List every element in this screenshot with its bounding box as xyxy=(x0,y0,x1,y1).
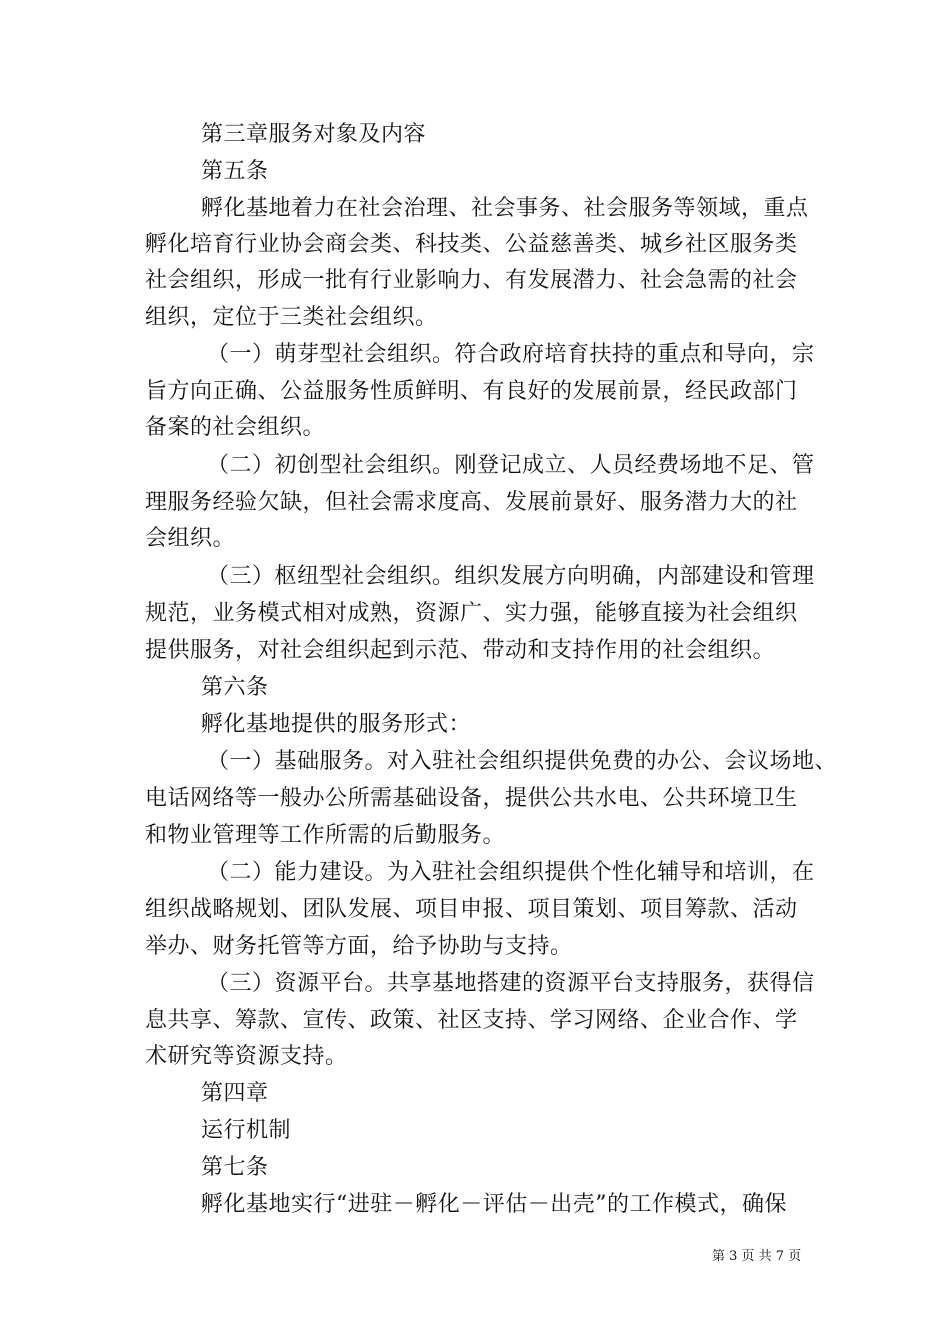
paragraph-line: 提供服务，对社会组织起到示范、带动和支持作用的社会组织。 xyxy=(145,638,776,663)
paragraph-line: 备案的社会组织。 xyxy=(145,415,326,440)
chapter-heading: 第四章 xyxy=(201,1081,269,1106)
paragraph-line: （三）资源平台。共享基地搭建的资源平台支持服务，获得信 xyxy=(207,971,815,996)
paragraph-line: 组织，定位于三类社会组织。 xyxy=(145,305,438,330)
paragraph-line: （一）基础服务。对入驻社会组织提供免费的办公、会议场地、 xyxy=(207,749,838,774)
paragraph-line: 息共享、筹款、宣传、政策、社区支持、学习网络、企业合作、学 xyxy=(145,1008,798,1033)
chapter-title: 运行机制 xyxy=(201,1118,292,1143)
paragraph-line: 和物业管理等工作所需的后勤服务。 xyxy=(145,823,506,848)
paragraph-line: （三）枢纽型社会组织。组织发展方向明确，内部建设和管理 xyxy=(207,564,815,589)
article-heading: 第五条 xyxy=(201,159,269,184)
paragraph-line: （一）萌芽型社会组织。符合政府培育扶持的重点和导向，宗 xyxy=(207,342,815,367)
paragraph-line: 孵化基地着力在社会治理、社会事务、社会服务等领域，重点 xyxy=(201,196,809,221)
paragraph-line: 孵化培育行业协会商会类、科技类、公益慈善类、城乡社区服务类 xyxy=(145,232,798,257)
paragraph-line: 规范，业务模式相对成熟，资源广、实力强，能够直接为社会组织 xyxy=(145,601,798,626)
paragraph-line: 孵化基地提供的服务形式： xyxy=(201,712,472,737)
paragraph-line: 理服务经验欠缺，但社会需求度高、发展前景好、服务潜力大的社 xyxy=(145,490,798,515)
paragraph-line: 旨方向正确、公益服务性质鲜明、有良好的发展前景，经民政部门 xyxy=(145,379,798,404)
article-heading: 第六条 xyxy=(201,675,269,700)
paragraph-line: 会组织。 xyxy=(145,526,236,551)
paragraph-line: 举办、财务托管等方面，给予协助与支持。 xyxy=(145,934,573,959)
page-number: 第 3 页 共 7 页 xyxy=(712,1249,802,1264)
paragraph-line: （二）初创型社会组织。刚登记成立、人员经费场地不足、管 xyxy=(207,453,815,478)
article-heading: 第七条 xyxy=(201,1155,269,1180)
paragraph-line: 孵化基地实行“进驻－孵化－评估－出壳”的工作模式，确保 xyxy=(201,1192,787,1217)
paragraph-line: 组织战略规划、团队发展、项目申报、项目策划、项目筹款、活动 xyxy=(145,897,798,922)
paragraph-line: （二）能力建设。为入驻社会组织提供个性化辅导和培训，在 xyxy=(207,860,815,885)
paragraph-line: 电话网络等一般办公所需基础设备，提供公共水电、公共环境卫生 xyxy=(145,786,798,811)
paragraph-line: 社会组织，形成一批有行业影响力、有发展潜力、社会急需的社会 xyxy=(145,268,798,293)
paragraph-line: 术研究等资源支持。 xyxy=(145,1044,348,1069)
chapter-heading: 第三章服务对象及内容 xyxy=(201,122,427,147)
